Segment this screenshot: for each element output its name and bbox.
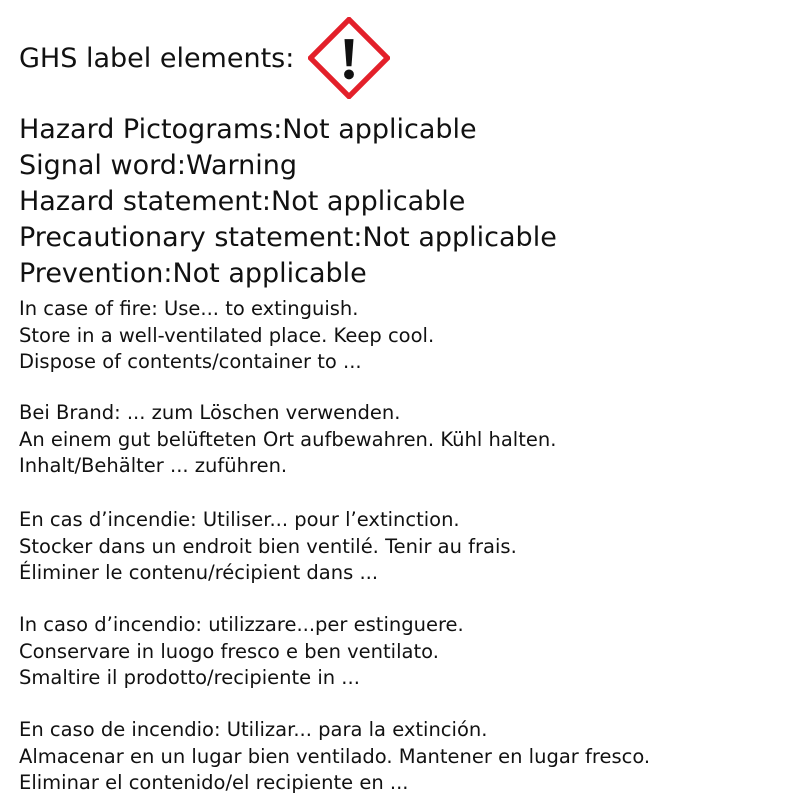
statements-german: [19, 400, 789, 480]
page-title: GHS label elements:: [19, 42, 295, 74]
statement-line: In case of fire: Use... to extinguish.: [19, 297, 359, 320]
prevention-line: Prevention:Not applicable: [19, 258, 367, 289]
statement-line: An einem gut belüfteten Ort aufbewahren. Kühl halten.: [19, 427, 557, 451]
statement-line: In caso d’incendio: utilizzare...per estinguere.: [19, 613, 464, 636]
label-elements-list: [19, 112, 789, 292]
signal-word-line: Signal word:Warning: [19, 150, 297, 181]
header: [19, 14, 390, 102]
statements-italian: [19, 612, 789, 692]
statement-line: Éliminer le contenu/récipient dans ...: [19, 561, 379, 584]
statement-line: Store in a well-ventilated place. Keep cool.: [19, 323, 435, 347]
statement-line: Eliminar el contenido/el recipiente en ...: [19, 771, 409, 794]
precautionary-statement-line: Precautionary statement:Not applicable: [19, 222, 557, 253]
hazard-statement-line: Hazard statement:Not applicable: [19, 186, 466, 217]
statement-line: Smaltire il prodotto/recipiente in ...: [19, 666, 360, 689]
statement-line: Inhalt/Behälter ... zuführen.: [19, 454, 288, 477]
statements-spanish: [19, 717, 789, 797]
statement-line: Dispose of contents/container to ...: [19, 350, 362, 373]
statement-line: Stocker dans un endroit bien ventilé. Tenir au frais.: [19, 534, 517, 558]
statement-line: En caso de incendio: Utilizar... para la extinción.: [19, 718, 488, 741]
hazard-pictograms-line: Hazard Pictograms:Not applicable: [19, 114, 477, 145]
statement-line: En cas d’incendie: Utiliser... pour l’extinction.: [19, 508, 460, 531]
statements-french: [19, 507, 789, 587]
statement-line: Bei Brand: ... zum Löschen verwenden.: [19, 401, 401, 424]
statements-english: [19, 296, 789, 376]
statement-line: Almacenar en un lugar bien ventilado. Mantener en lugar fresco.: [19, 744, 651, 768]
statement-line: Conservare in luogo fresco e ben ventilato.: [19, 639, 439, 663]
exclamation-mark-icon: [308, 17, 390, 99]
